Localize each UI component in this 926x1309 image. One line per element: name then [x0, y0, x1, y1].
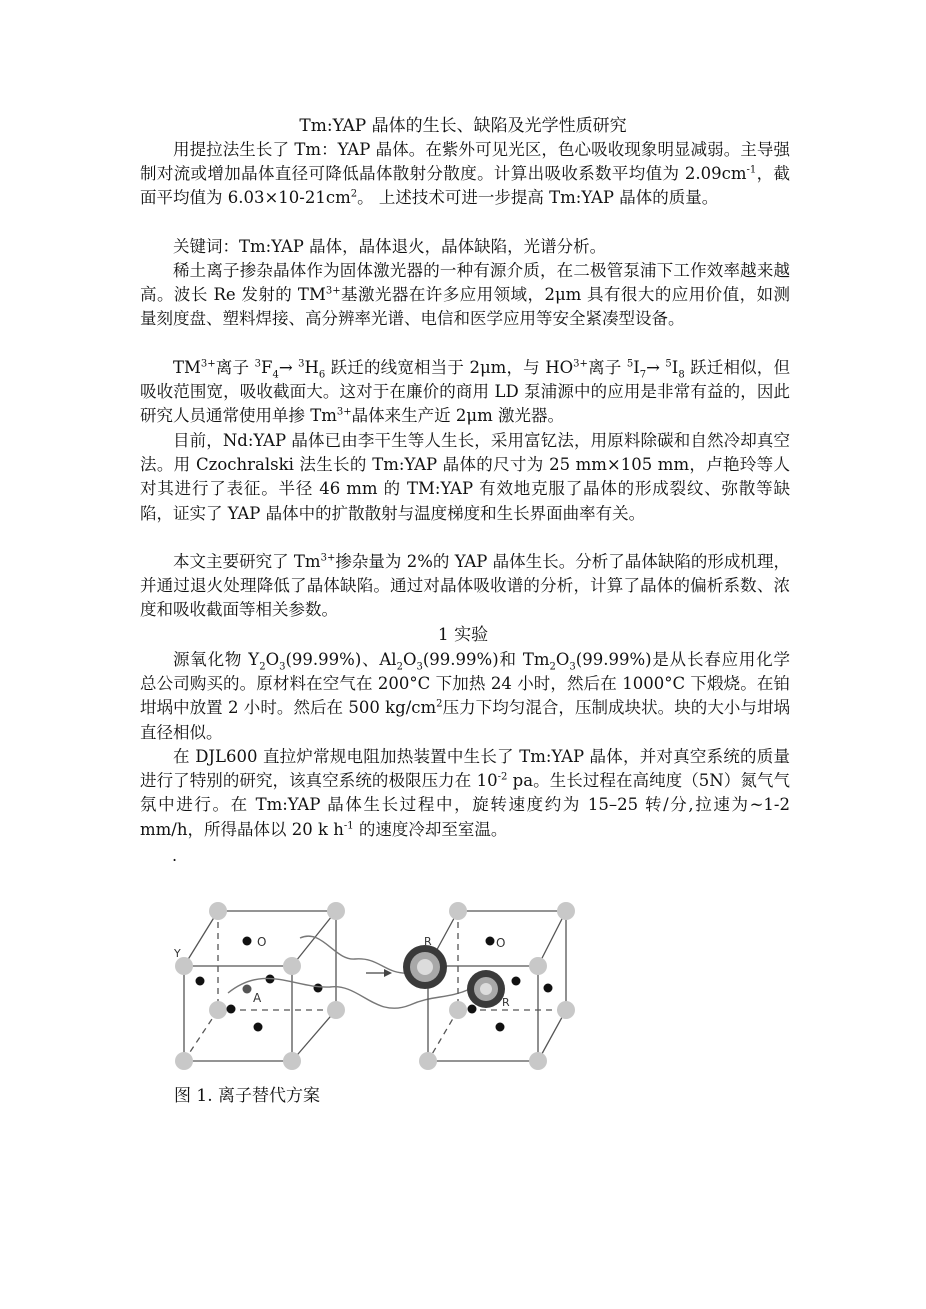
label-r-bottom: R: [502, 996, 510, 1009]
intro-paragraph-2: $TM^{3+}$离子 $^3F_4\to ^3H_6$ 跃迁的线宽相当于 2μm，与 $HO^{3+}$离子 $^5I_7\to ^5I_8$ 跃迁相似，但吸收范围宽，吸收截面大。这对于在廉价的商用 LD 泵浦源中的应用是非常有益的，因此研究人员通常使用单掺 $Tm^{3+}$晶体来生产近 2μm 激光器。: [140, 358, 790, 426]
label-o-right: O: [496, 936, 506, 950]
intro-paragraph-4: 本文主要研究了 $Tm^{3+}$掺杂量为 2%的 YAP 晶体生长。分析了晶体缺陷的形成机理，并通过退火处理降低了晶体缺陷。通过对晶体吸收谱的分析，计算了晶体的偏析系数、浓度和吸收截面等相关参数。: [140, 552, 790, 620]
section-heading-experiment: 1 实验: [437, 625, 489, 645]
label-y: Y: [174, 947, 181, 960]
label-a: A: [253, 991, 262, 1005]
paper-title: Tm:YAP 晶体的生长、缺陷及光学性质研究: [299, 116, 627, 136]
experiment-paragraph-1: 源氧化物 $Y_2O_3(99.99\%)$、$Al_2O_3(99.99\%)$和 $Tm_2O_3(99.99\%)$是从长春应用化学总公司购买的。原材料在空气在 200°C 下加热 24 小时，然后在 1000°C 下煅烧。在铂坩埚中放置 2 小时。然后在 500 $kg/cm^2$压力下均匀混合，压制成块状。块的大小与坩埚直径相似。: [140, 650, 791, 742]
label-o-left: O: [257, 935, 267, 949]
intro-paragraph-3: 目前，Nd:YAP 晶体已由李干生等人生长，采用富钇法，用原料除碳和自然冷却真空法。用 Czochralski 法生长的 Tm:YAP 晶体的尺寸为 25 mm×105 mm，卢艳玲等人对其进行了表征。半径 46 mm 的 TM:YAP 有效地克服了晶体的形成裂纹、弥散等缺陷，证实了 YAP 晶体中的扩散散射与温度梯度和生长界面曲率有关。: [140, 431, 790, 523]
ion-substitution-figure: [170, 893, 590, 1083]
abstract-paragraph: 用提拉法生长了 Tm：YAP 晶体。在紫外可见光区，色心吸收现象明显减弱。主导强制对流或增加晶体直径可降低晶体散射分散度。计算出吸收系数平均值为 $2.09cm^{-1}$，截面平均值为 $6.03\times 10-21cm^2$。 上述技术可进一步提高 Tm:YAP 晶体的质量。: [140, 140, 791, 208]
substituted-ion-small: [467, 970, 505, 1008]
intro-paragraph-1: 稀土离子掺杂晶体作为固体激光器的一种有源介质，在二极管泵浦下工作效率越来越高。波长 Re 发射的 $TM^{3+}$基激光器在许多应用领域，2μm 具有很大的应用价值，如测量刻度盘、塑料焊接、高分辨率光谱、电信和医学应用等安全紧凑型设备。: [140, 261, 790, 329]
stray-dot: .: [172, 846, 178, 865]
experiment-paragraph-2: 在 DJL600 直拉炉常规电阻加热装置中生长了 Tm:YAP 晶体，并对真空系统的质量进行了特别的研究，该真空系统的极限压力在 $10^{-2}$ pa。生长过程在高纯度（5N）氮气气氛中进行。在 Tm:YAP 晶体生长过程中，旋转速度约为 15–25 转/分,拉速为~1-2 mm/h，所得晶体以 20 k $h^{-1}$ 的速度冷却至室温。: [140, 747, 790, 839]
substituted-ion-large: [403, 945, 447, 989]
diffusion-path-upper: [300, 936, 410, 973]
keywords: 关键词：Tm:YAP 晶体，晶体退火，晶体缺陷，光谱分析。: [173, 237, 607, 256]
figure-caption: 图 1. 离子替代方案: [174, 1086, 321, 1106]
label-r-top: R: [424, 935, 432, 948]
left-cube-center-atom: [243, 985, 252, 994]
